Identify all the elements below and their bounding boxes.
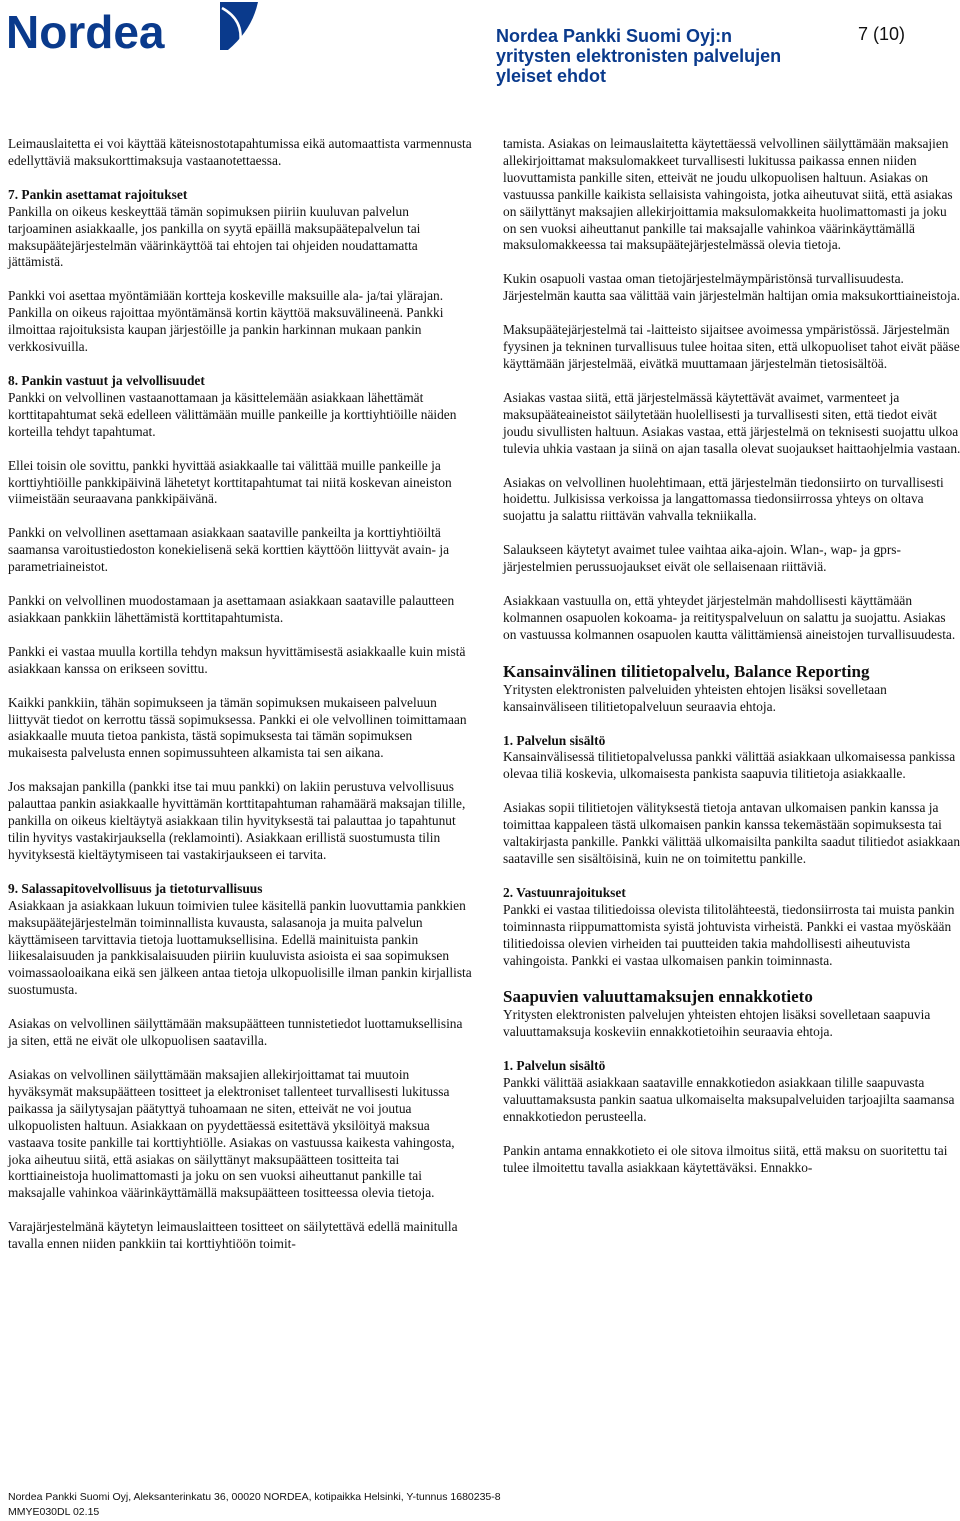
paragraph: Yritysten elektronisten palveluiden yhteisten ehtojen lisäksi sovelletaan kansainväliseen tilitietopalveluun seuraavia ehtoja. <box>503 681 887 714</box>
paragraph: Pankki voi asettaa myöntämiään kortteja koskeville maksuille ala- ja/tai ylärajan. Pankilla on oikeus rajoittaa myöntämänsä kortin käyttöä maksuvälineenä. Pankki ilmoittaa rajoituksista kaupan järjestöille ja pankin harkinnan mukaan pankin verkkosivuilla. <box>8 288 444 355</box>
footer-code: MMYE030DL 02.15 <box>8 1506 100 1518</box>
paragraph: Pankki ei vastaa tilitiedoissa olevista tilitolähteestä, tiedonsiirrosta tai muista pankin toiminnasta riippumattomista syistä johtuvista virheistä. Pankki ei vastaa myöskään tilitiedoissa olevien virheiden tai puutteiden takia mahdollisesti aiheutuvista vahingoista. Pankki ei vastaa ulkomaisen pankin toiminnasta. <box>503 901 955 968</box>
paragraph: Pankki on velvollinen vastaanottamaan ja käsittelemään asiakkaan lähettämät korttitapahtumat sekä edelleen välittämään muille pankeille ja korttiyhtiöille näiden korteilla tehdyt tapahtumat. <box>8 389 457 439</box>
paragraph: Kansainvälisessä tilitietopalvelussa pankki välittää asiakkaan ulkomaisessa pankissa olevaa tiliä koskevia, ulkomaisesta pankista saapuvia tilitietoja asiakkaalle. <box>503 749 956 782</box>
paragraph: Asiakas on velvollinen säilyttämään maksupäätteen tunnistetiedot luottamuksellisina ja siten, että ne eivät ole ulkopuolisen saatavilla. <box>8 1016 463 1049</box>
paragraph: Leimauslaitetta ei voi käyttää käteisnostotapahtumissa eikä automaattista varmennusta edellyttäviä maksukorttimaksuja vastaanotettaessa. <box>8 136 472 168</box>
balance-reporting-heading: Kansainvälinen tilitietopalvelu, Balance Reporting <box>503 661 870 681</box>
footer <box>8 1490 501 1520</box>
paragraph: Kaikki pankkiin, tähän sopimukseen ja tämän sopimuksen mukaiseen palveluun liittyvät tiedot on kerrottu tässä sopimuksessa. Pankki ei ole velvollinen toimittamaan asiakkaalle muuta tietoa pankista, tästä sopimuksesta tai tämän sopimuksen mukaisesta palvelusta ennen sopimussuhteen alkamista tai sen aikana. <box>8 694 467 761</box>
paragraph: Asiakas on velvollinen säilyttämään maksajien allekirjoittamat tai muutoin hyväksymät maksupäätteen tositteet ja elektroniset tallenteet turvallisesti lukitussa paikassa ja säilytysajan päätyttyä tuhoamaan ne siten, etteivät ne voi joutua ulkopuolisten haltuun. Asiakkaan on pyydettäessä esitettävä yksilöityä maksua vastaava tosite pankille tai korttiyhtiölle. Asiakas on vastuussa kaikesta vahingosta, joka aiheutuu siitä, että asiakas on säilyttänyt maksupäätteen tositteita tai korttiaineistoja huolimattomasti ja joku on sen vuoksi aiheuttanut pankille tai maksajalle vahinkoa väärinkäyttämällä maksupäätteen tositteessa olevia tietoja. <box>8 1066 455 1201</box>
paragraph: Pankki on velvollinen asettamaan asiakkaan saataville pankeilta ja korttiyhtiöiltä saamansa varoitustiedoston konekielisenä sekä korttien käyttöön liittyvät avain- ja parametriaineistot. <box>8 525 450 575</box>
nordea-logo <box>6 0 262 58</box>
advance-notice-heading: Saapuvien valuuttamaksujen ennakkotieto <box>503 987 813 1007</box>
paragraph: Asiakkaan ja asiakkaan lukuun toimivien tulee käsitellä pankin luovuttamia pankkien maksupäätejärjestelmän toiminnallista kuvausta, salasanoja ja muita palvelun käyttämiseen tarvittavia tietoja luottamuksellisina. Edellä mainituista pankin liikesalaisuuden ja pankkisalaisuuden piiriin kuuluvista asioista ei saa sopimuksen voimassaoloaikana eikä sen jälkeen antaa tietoja ulkopuolisille ilman pankin kirjallista suostumusta. <box>8 897 472 998</box>
paragraph: Maksupäätejärjestelmä tai -laitteisto sijaitsee avoimessa ympäristössä. Järjestelmän fyysinen ja tekninen turvallisuus tulee hoitaa siten, että ulkopuoliset tahot eivät pääse käyttämään järjestelmää, eivätkä muuttamaan järjestelmän tietosisältöä. <box>503 322 960 371</box>
paragraph: Pankilla on oikeus keskeyttää tämän sopimuksen piiriin kuuluvan palvelun tarjoaminen asiakkaalle, jos pankilla on syytä epäillä maksupäätepalvelun tai maksupäätejärjestelmän väärinkäyttöä tai ehtojen tai ohjeiden noudattamatta jättämistä. <box>8 203 421 270</box>
svg-text:Nordea: Nordea <box>6 6 165 58</box>
paragraph: Pankin antama ennakkotieto ei ole sitova ilmoitus siitä, että maksu on suoritettu tai tulee ilmoitettu tavalla asiakkaan käytettäväksi. Ennakko- <box>503 1142 948 1175</box>
paragraph: tamista. Asiakas on leimauslaitetta käytettäessä velvollinen säilyttämään maksajien allekirjoittamat maksulomakkeet turvallisesti lukitussa paikassa ennen niiden luovuttamista pankille siten, etteivät ne joudu ulkopuolisen haltuun. Asiakas on vastuussa pankille kaikista sellaisista vahingoista, jotka aiheutuvat siitä, että asiakas on säilyttänyt maksajien allekirjoittamia maksulomakkeita huolimattomasti ja joku on sen vuoksi aiheuttanut pankille tai maksajalle vahinkoa väärinkäyttämällä maksulomakkeessa tai maksupäätejärjestelmässä olevia tietoja. <box>503 136 953 253</box>
paragraph: Asiakas vastaa siitä, että järjestelmässä käytettävät avaimet, varmenteet ja maksupääteaineistot säilytetään huolellisesti ja turvallisesti siten, että tiedot eivät joudu sivullisten haltuun. Asiakas vastaa, että järjestelmä on teknisesti suojattu ulkoa tulevia uhkia vastaan ja siinä on ajan tasalla olevat suojaukset haittaohjelmia vastaan. <box>503 389 960 456</box>
title-line-3: yleiset ehdot <box>496 66 607 86</box>
section-heading-8: 8. Pankin vastuut ja velvollisuudet <box>8 372 205 388</box>
document-title <box>496 26 916 86</box>
section-heading-7: 7. Pankin asettamat rajoitukset <box>8 186 188 202</box>
section-heading-9: 9. Salassapitovelvollisuus ja tietoturvallisuus <box>8 880 263 896</box>
section-heading: 2. Vastuunrajoitukset <box>503 884 626 900</box>
left-column <box>8 136 472 1253</box>
title-line-2: yritysten elektronisten palvelujen <box>496 46 782 66</box>
paragraph: Asiakas on velvollinen huolehtimaan, että järjestelmän tiedonsiirto on turvallisesti hoidettu. Julkisissa verkoissa ja langattomassa tiedonsiirrossa yhteys on oltava suojattu ja salattu riittävän vahvalla tekniikalla. <box>503 474 944 524</box>
paragraph: Pankki välittää asiakkaan saataville ennakkotiedon asiakkaan tilille saapuvasta valuuttamaksusta pankin saatua ulkomaiselta maksupalveluiden tarjoajilta saamansa ennakkotiedon perusteella. <box>503 1075 955 1124</box>
footer-address: Nordea Pankki Suomi Oyj, Aleksanterinkatu 36, 00020 NORDEA, kotipaikka Helsinki, Y-tunnus 1680235-8 <box>8 1491 501 1503</box>
paragraph: Pankki on velvollinen muodostamaan ja asettamaan asiakkaan saataville palautteen asiakkaan pankkiin lähettämistä korttitapahtumista. <box>8 593 455 625</box>
page-number: 7 (10) <box>858 24 906 44</box>
right-column <box>503 136 960 1177</box>
paragraph: Yritysten elektronisten palvelujen yhteisten ehtojen lisäksi sovelletaan saapuvia valuuttamaksuja koskeviin ennakkotietoihin seuraavia ehtoja. <box>503 1007 931 1040</box>
paragraph: Asiakas sopii tilitietojen välityksestä tietoja antavan ulkomaisen pankin kanssa ja toimittaa kappaleen tästä ulkomaisen pankin kanssa tekemästään sopimuksesta tai valtakirjasta pankille. Pankki välittää ulkomaisilta pankilta saadut tilitiedot asiakkaan saataville sen sisältöisinä, kuin ne on toimitettu pankille. <box>503 800 960 866</box>
paragraph: Varajärjestelmänä käytetyn leimauslaitteen tositteet on säilytettävä edellä mainitulla tavalla ennen niiden pankkiin tai korttiyhtiöön toimit- <box>8 1219 458 1252</box>
paragraph: Ellei toisin ole sovittu, pankki hyvittää asiakkaalle tai välittää muille pankeille ja korttiyhtiöille pankkipäivinä lähetetyt korttitapahtumat tai niitä koskevan aineiston viimeistään seuraavana pankkipäivänä. <box>8 457 452 507</box>
paragraph: Jos maksajan pankilla (pankki itse tai muu pankki) on lakiin perustuva velvollisuus palauttaa pankin asiakkaalle hyvittämän korttitapahtuman rahamäärä maksajan tilille, pankilla on oikeus kieltäytyä asiakkaan tilin hyvityksestä tai palauttaa jo tapahtunut tilin hyvitys vastakirjauksella (reklamointi). Asiakkaan erillistä suostumusta tilin hyvityksestä kieltäytymiseen tai vastakirjaukseen ei tarvita. <box>8 779 466 862</box>
paragraph: Kukin osapuoli vastaa oman tietojärjestelmäympäristönsä turvallisuudesta. Järjestelmän kautta saa välittää vain järjestelmän haltijan omia maksukorttiaineistoja. <box>503 271 960 304</box>
section-heading: 1. Palvelun sisältö <box>503 732 606 748</box>
paragraph: Asiakkaan vastuulla on, että yhteydet järjestelmän mahdollisesti käyttämään kolmannen osapuolen kokoama- ja reitityspalveluun on salattu ja suojattu. Asiakas on vastuussa kolmannen osapuolen kautta välittämiensä aineistojen turvallisuudesta. <box>503 593 956 642</box>
paragraph: Pankki ei vastaa muulla kortilla tehdyn maksun hyvittämisestä asiakkaalle kuin mistä asiakkaan kanssa on erikseen sovittu. <box>8 643 466 676</box>
section-heading: 1. Palvelun sisältö <box>503 1058 606 1074</box>
paragraph: Salaukseen käytetyt avaimet tulee vaihtaa aika-ajoin. Wlan-, wap- ja gprs-järjestelmien perussuojaukset eivät ole sellaisenaan riittäviä. <box>503 542 901 575</box>
title-line-1: Nordea Pankki Suomi Oyj:n <box>496 26 733 46</box>
